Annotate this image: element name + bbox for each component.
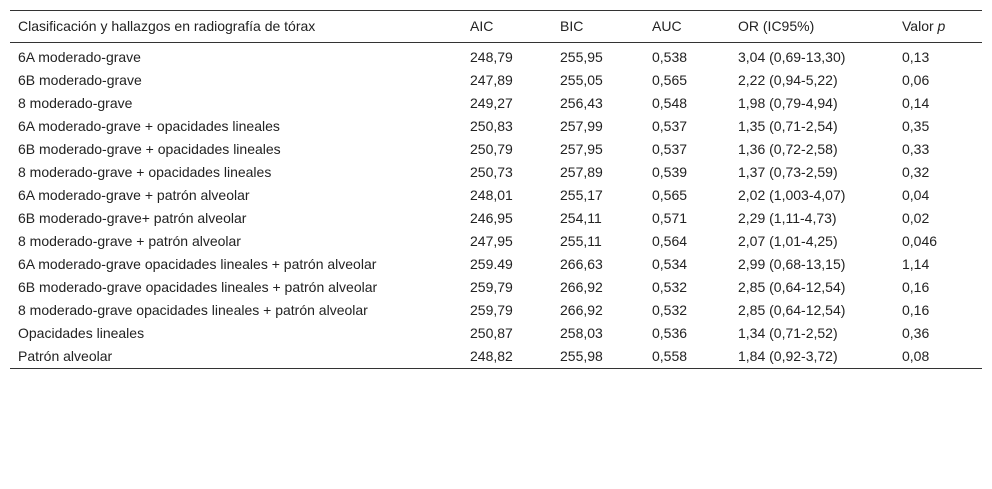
cell-classification: 6A moderado-grave opacidades lineales + patrón alveolar: [18, 256, 377, 272]
table-row: [10, 253, 982, 276]
cell-p-value: 0,36: [902, 325, 930, 341]
results-table: [10, 10, 982, 369]
cell-bic: 255,11: [560, 233, 602, 249]
cell-p-value: 0,046: [902, 233, 938, 249]
cell-aic: 247,89: [470, 72, 513, 88]
cell-classification: 6B moderado-grave: [18, 72, 142, 88]
cell-aic: 250,87: [470, 325, 513, 341]
cell-aic: 250,73: [470, 164, 513, 180]
cell-auc: 0,565: [652, 187, 688, 203]
cell-bic: 257,99: [560, 118, 603, 134]
cell-classification: 6A moderado-grave: [18, 49, 141, 65]
cell-p-value: 0,33: [902, 141, 930, 157]
cell-bic: 255,98: [560, 348, 603, 364]
cell-classification: 6A moderado-grave + patrón alveolar: [18, 187, 250, 203]
cell-p-value: 0,35: [902, 118, 930, 134]
cell-auc: 0,558: [652, 348, 688, 364]
header-row: [10, 11, 982, 43]
cell-p-value: 0,04: [902, 187, 930, 203]
cell-or: 3,04 (0,69-13,30): [738, 49, 846, 65]
cell-p-value: 0,16: [902, 279, 930, 295]
cell-aic: 247,95: [470, 233, 513, 249]
cell-or: 1,37 (0,73-2,59): [738, 164, 838, 180]
header-p-italic: p: [937, 18, 946, 34]
table-row: [10, 184, 982, 207]
cell-classification: 8 moderado-grave opacidades lineales + patrón alveolar: [18, 302, 368, 318]
cell-or: 1,34 (0,71-2,52): [738, 325, 838, 341]
table-row: [10, 92, 982, 115]
cell-bic: 257,89: [560, 164, 603, 180]
cell-or: 1,35 (0,71-2,54): [738, 118, 838, 134]
header-p-value: [894, 11, 982, 43]
cell-or: 2,29 (1,11-4,73): [738, 210, 837, 226]
cell-aic: 249,27: [470, 95, 513, 111]
cell-p-value: 0,08: [902, 348, 930, 364]
cell-auc: 0,536: [652, 325, 688, 341]
results-table-container: [10, 10, 982, 369]
table-header: [10, 11, 982, 43]
cell-auc: 0,538: [652, 49, 688, 65]
cell-aic: 259.49: [470, 256, 513, 272]
cell-or: 1,36 (0,72-2,58): [738, 141, 838, 157]
table-row: [10, 345, 982, 369]
cell-classification: 6A moderado-grave + opacidades lineales: [18, 118, 280, 134]
cell-aic: 248,01: [470, 187, 513, 203]
cell-bic: 258,03: [560, 325, 603, 341]
cell-p-value: 0,16: [902, 302, 930, 318]
cell-bic: 266,92: [560, 279, 603, 295]
cell-aic: 250,83: [470, 118, 513, 134]
cell-or: 2,22 (0,94-5,22): [738, 72, 838, 88]
cell-or: 2,85 (0,64-12,54): [738, 279, 846, 295]
cell-classification: 8 moderado-grave: [18, 95, 133, 111]
cell-auc: 0,564: [652, 233, 688, 249]
table-row: [10, 161, 982, 184]
cell-aic: 248,82: [470, 348, 513, 364]
cell-auc: 0,565: [652, 72, 688, 88]
cell-classification: 6B moderado-grave opacidades lineales + patrón alveolar: [18, 279, 378, 295]
cell-auc: 0,539: [652, 164, 688, 180]
cell-bic: 257,95: [560, 141, 603, 157]
cell-p-value: 0,06: [902, 72, 930, 88]
table-row: [10, 138, 982, 161]
cell-or: 2,02 (1,003-4,07): [738, 187, 846, 203]
cell-classification: 8 moderado-grave + opacidades lineales: [18, 164, 272, 180]
cell-bic: 255,17: [560, 187, 603, 203]
cell-bic: 266,92: [560, 302, 603, 318]
header-aic: AIC: [470, 18, 494, 34]
table-row: [10, 322, 982, 345]
cell-classification: 6B moderado-grave + opacidades lineales: [18, 141, 281, 157]
header-bic: BIC: [560, 18, 584, 34]
table-row: [10, 43, 982, 70]
table-row: [10, 299, 982, 322]
cell-aic: 250,79: [470, 141, 513, 157]
table-row: [10, 276, 982, 299]
header-p-value-label: Valor: [902, 18, 938, 34]
cell-or: 2,85 (0,64-12,54): [738, 302, 846, 318]
cell-classification: Opacidades lineales: [18, 325, 145, 341]
cell-p-value: 0,32: [902, 164, 930, 180]
cell-auc: 0,537: [652, 118, 688, 134]
cell-bic: 255,05: [560, 72, 603, 88]
cell-classification: 8 moderado-grave + patrón alveolar: [18, 233, 241, 249]
cell-bic: 254,11: [560, 210, 602, 226]
table-row: [10, 69, 982, 92]
table-body: [10, 43, 982, 369]
cell-p-value: 1,14: [902, 256, 930, 272]
header-classification: Clasificación y hallazgos en radiografía de tórax: [18, 18, 316, 34]
cell-or: 2,99 (0,68-13,15): [738, 256, 846, 272]
cell-aic: 259,79: [470, 279, 513, 295]
cell-p-value: 0,13: [902, 49, 930, 65]
header-auc: AUC: [652, 18, 682, 34]
cell-auc: 0,537: [652, 141, 688, 157]
cell-bic: 266,63: [560, 256, 603, 272]
cell-auc: 0,548: [652, 95, 688, 111]
table-row: [10, 207, 982, 230]
cell-auc: 0,571: [652, 210, 688, 226]
cell-auc: 0,534: [652, 256, 688, 272]
cell-auc: 0,532: [652, 279, 688, 295]
table-row: [10, 230, 982, 253]
cell-classification: 6B moderado-grave+ patrón alveolar: [18, 210, 247, 226]
header-or: OR (IC95%): [738, 18, 815, 34]
cell-p-value: 0,02: [902, 210, 930, 226]
cell-aic: 246,95: [470, 210, 513, 226]
cell-or: 2,07 (1,01-4,25): [738, 233, 838, 249]
cell-or: 1,98 (0,79-4,94): [738, 95, 838, 111]
cell-bic: 255,95: [560, 49, 603, 65]
cell-auc: 0,532: [652, 302, 688, 318]
cell-aic: 259,79: [470, 302, 513, 318]
cell-or: 1,84 (0,92-3,72): [738, 348, 838, 364]
cell-bic: 256,43: [560, 95, 603, 111]
table-row: [10, 115, 982, 138]
cell-p-value: 0,14: [902, 95, 930, 111]
cell-classification: Patrón alveolar: [18, 348, 113, 364]
cell-aic: 248,79: [470, 49, 513, 65]
